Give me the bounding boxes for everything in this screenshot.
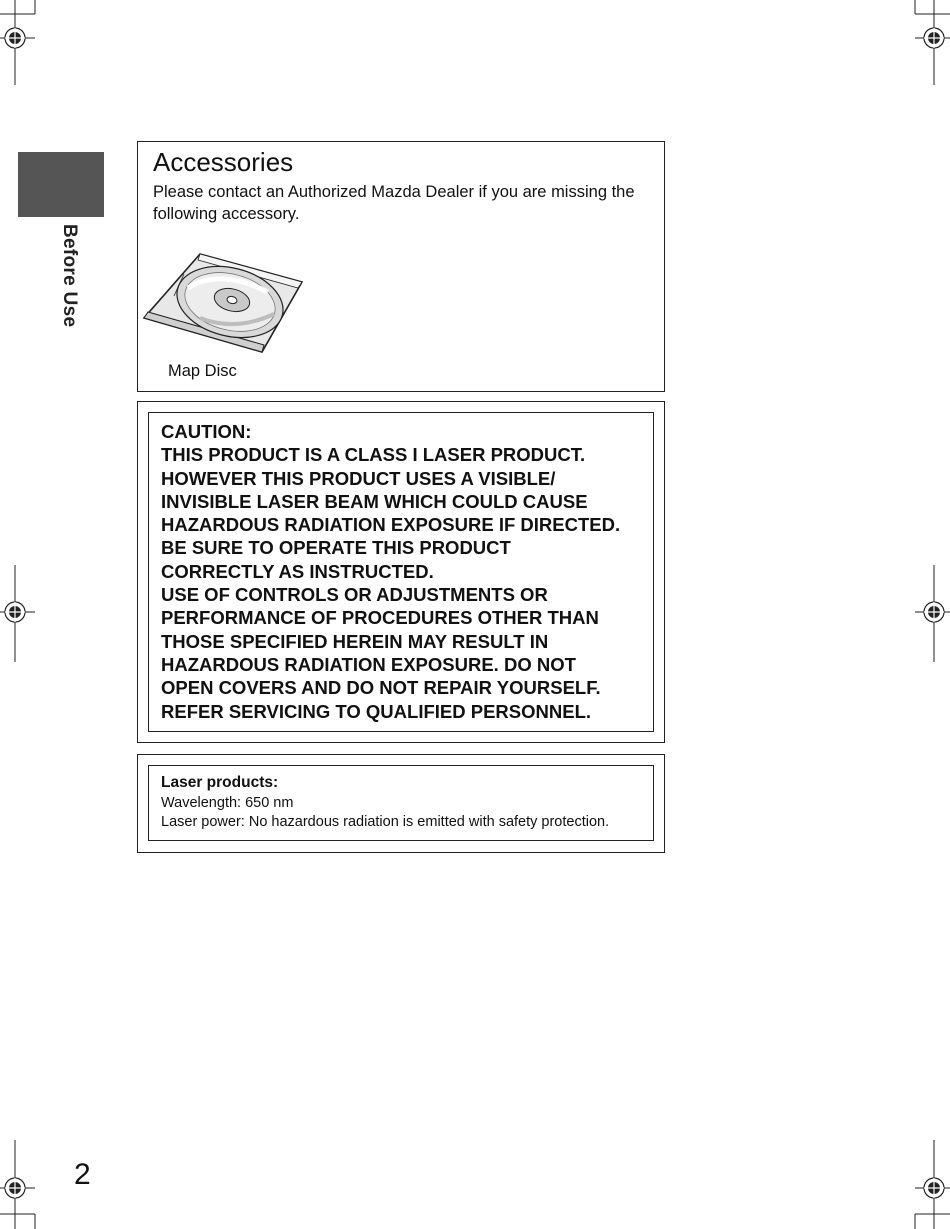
caution-heading: CAUTION: [161,421,252,442]
laser-power: Laser power: No hazardous radiation is emitted with safety protection. [161,814,610,830]
caution-line: THOSE SPECIFIED HEREIN MAY RESULT IN [161,630,549,652]
laser-title: Laser products: [161,774,279,791]
map-disc-icon [140,248,306,356]
caution-line: THIS PRODUCT IS A CLASS I LASER PRODUCT. [161,444,586,466]
caution-line: CORRECTLY AS INSTRUCTED. [161,560,434,582]
page-number: 2 [74,1158,91,1191]
caution-line: BE SURE TO OPERATE THIS PRODUCT [161,537,511,559]
registration-mark-icon [5,1178,25,1198]
laser-wavelength: Wavelength: 650 nm [161,795,294,811]
caution-line: HOWEVER THIS PRODUCT USES A VISIBLE/ [161,467,556,489]
caution-line: INVISIBLE LASER BEAM WHICH COULD CAUSE [161,490,588,512]
caution-line: OPEN COVERS AND DO NOT REPAIR YOURSELF. [161,677,601,699]
caution-line: HAZARDOUS RADIATION EXPOSURE. DO NOT [161,653,576,675]
caution-line: REFER SERVICING TO QUALIFIED PERSONNEL. [161,700,592,722]
accessories-text: Please contact an Authorized Mazda Dealer if you are missing the following accessory. [153,183,635,223]
caution-line: USE OF CONTROLS OR ADJUSTMENTS OR [161,584,548,606]
section-tab-label: Before Use [59,224,80,328]
caution-text [161,420,651,723]
registration-mark-icon [924,28,944,48]
registration-mark-icon [924,602,944,622]
map-disc-caption: Map Disc [168,362,237,380]
section-tab [18,152,104,217]
registration-mark-icon [5,602,25,622]
accessories-title: Accessories [153,147,294,177]
registration-mark-icon [5,28,25,48]
caution-line: PERFORMANCE OF PROCEDURES OTHER THAN [161,607,599,629]
caution-line: HAZARDOUS RADIATION EXPOSURE IF DIRECTED. [161,514,621,536]
registration-mark-icon [924,1178,944,1198]
